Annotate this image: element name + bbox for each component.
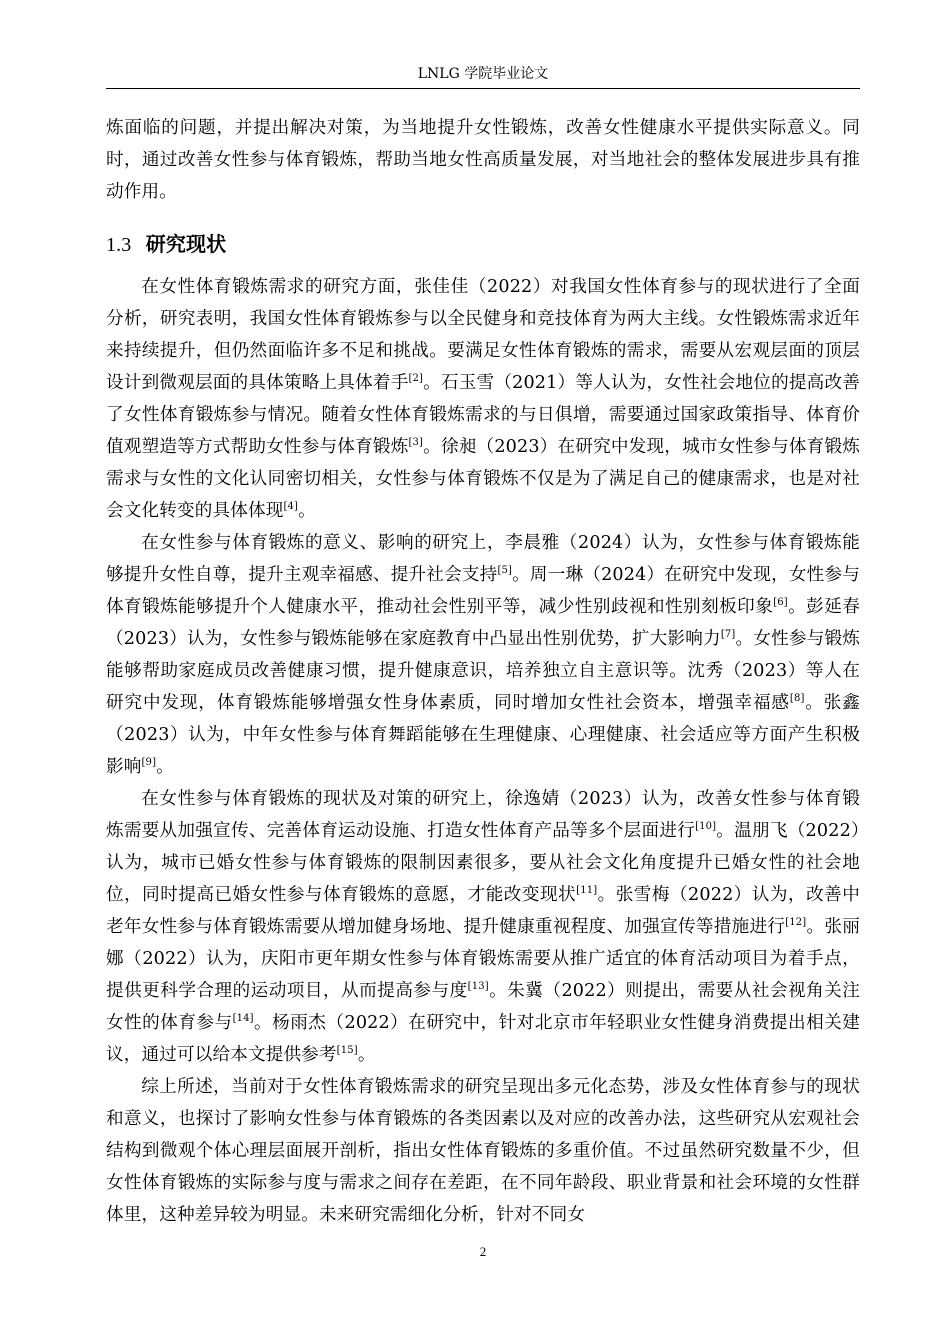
citation: [13] bbox=[467, 981, 489, 993]
text-run: 在女性体育锻炼需求的研究方面，张佳佳（2022）对我国女性体育参与的现状进行了全面分析，研究表明，我国女性体育锻炼参与以全民健身和竞技体育为两大主线。女性锻炼需求近年来持续提升，但仍然面临许多不足和挑战。要满足女性体育锻炼的需求，需要从宏观层面的顶层设计到微观层面的具体策略上具体着手 bbox=[106, 277, 860, 393]
citation: [9] bbox=[141, 757, 157, 769]
citation: [10] bbox=[695, 821, 717, 833]
paragraph-demand bbox=[106, 271, 860, 527]
text-run: 。女性参与锻炼能够帮助家庭成员改善健康习惯，提升健康意识，培养独立自主意识等。沈秀（2023）等人在研究中发现，体育锻炼能够增强女性身体素质，同时增加女性社会资本，增强幸福感 bbox=[106, 629, 860, 713]
header-rule bbox=[106, 88, 860, 89]
text-run: 。朱冀（2022）则提出，需要从社会视角关注女性的体育参与 bbox=[106, 981, 860, 1033]
section-heading bbox=[106, 228, 860, 261]
citation: [7] bbox=[720, 629, 736, 641]
citation: [5] bbox=[497, 565, 513, 577]
text-run: 。杨雨杰（2022）在研究中，针对北京市年轻职业女性健身消费提出相关建议，通过可以给本文提供参考 bbox=[106, 1013, 860, 1065]
citation: [6] bbox=[773, 597, 788, 609]
body-text bbox=[106, 112, 860, 1231]
text-run: 。张鑫（2023）认为，中年女性参与体育舞蹈能够在生理健康、心理健康、社会适应等方面产生积极影响 bbox=[106, 693, 860, 777]
text-run: 。徐昶（2023）在研究中发现，城市女性参与体育锻炼需求与女性的文化认同密切相关，女性参与体育锻炼不仅是为了满足自己的健康需求，也是对社会文化转变的具体体现 bbox=[106, 437, 860, 521]
section-title: 研究现状 bbox=[145, 232, 227, 256]
citation: [14] bbox=[232, 1013, 254, 1025]
citation: [2] bbox=[408, 373, 424, 385]
citation: [3] bbox=[408, 437, 424, 449]
text-run: 。温朋飞（2022）认为，城市已婚女性参与体育锻炼的限制因素很多，要从社会文化角度提升已婚女性的社会地位，同时提高已婚女性参与体育锻炼的意愿，才能改变现状 bbox=[106, 821, 860, 905]
text-run: 。 bbox=[156, 757, 174, 777]
text-run: 。周一琳（2024）在研究中发现，女性参与体育锻炼能够提升个人健康水平，推动社会性别平等，减少性别歧视和性别刻板印象 bbox=[106, 565, 860, 617]
text-run: 在女性参与体育锻炼的现状及对策的研究上，徐逸婧（2023）认为，改善女性参与体育锻炼需要从加强宣传、完善体育运动设施、打造女性体育产品等多个层面进行 bbox=[106, 789, 860, 841]
citation: [15] bbox=[336, 1045, 358, 1057]
paragraph-significance bbox=[106, 527, 860, 783]
paragraph-summary: 综上所述，当前对于女性体育锻炼需求的研究呈现出多元化态势，涉及女性体育参与的现状和意义，也探讨了影响女性参与体育锻炼的各类因素以及对应的改善办法，这些研究从宏观社会结构到微观个体心理层面展开剖析，指出女性体育锻炼的多重价值。不过虽然研究数量不少，但女性体育锻炼的实际参与度与需求之间存在差距，在不同年龄段、职业背景和社会环境的女性群体里，这种差异较为明显。未来研究需细化分析，针对不同女 bbox=[106, 1077, 860, 1225]
text-run: 。张丽娜（2022）认为，庆阳市更年期女性参与体育锻炼需要从推广适宜的体育活动项目为着手点，提供更科学合理的运动项目，从而提高参与度 bbox=[106, 917, 860, 1001]
text-run: 在女性参与体育锻炼的意义、影响的研究上，李晨雅（2024）认为，女性参与体育锻炼能够提升女性自尊，提升主观幸福感、提升社会支持 bbox=[106, 533, 860, 585]
text-run: 。彭延春（2023）认为，女性参与锻炼能够在家庭教育中凸显出性别优势，扩大影响力 bbox=[106, 597, 860, 649]
paragraph-status-countermeasures bbox=[106, 783, 860, 1071]
text-run: 。 bbox=[298, 501, 316, 521]
text-run: 。 bbox=[357, 1045, 376, 1065]
text-run: 。张雪梅（2022）认为，改善中老年女性参与体育锻炼需要从增加健身场地、提升健康重视程度、加强宣传等措施进行 bbox=[106, 885, 860, 937]
citation: [8] bbox=[789, 693, 805, 705]
section-number: 1.3 bbox=[106, 234, 132, 256]
text-run: 。石玉雪（2021）等人认为，女性社会地位的提高改善了女性体育锻炼参与情况。随着女性体育锻炼需求的与日俱增，需要通过国家政策指导、体育价值观塑造等方式帮助女性参与体育锻炼 bbox=[106, 373, 860, 457]
intro-paragraph: 炼面临的问题，并提出解决对策，为当地提升女性锻炼，改善女性健康水平提供实际意义。同时，通过改善女性参与体育锻炼，帮助当地女性高质量发展，对当地社会的整体发展进步具有推动作用。 bbox=[106, 118, 860, 202]
citation: [4] bbox=[283, 501, 299, 513]
page-number: 2 bbox=[479, 1244, 487, 1259]
running-header: LNLG 学院毕业论文 bbox=[417, 66, 549, 82]
citation: [11] bbox=[576, 885, 598, 897]
citation: [12] bbox=[785, 917, 807, 929]
